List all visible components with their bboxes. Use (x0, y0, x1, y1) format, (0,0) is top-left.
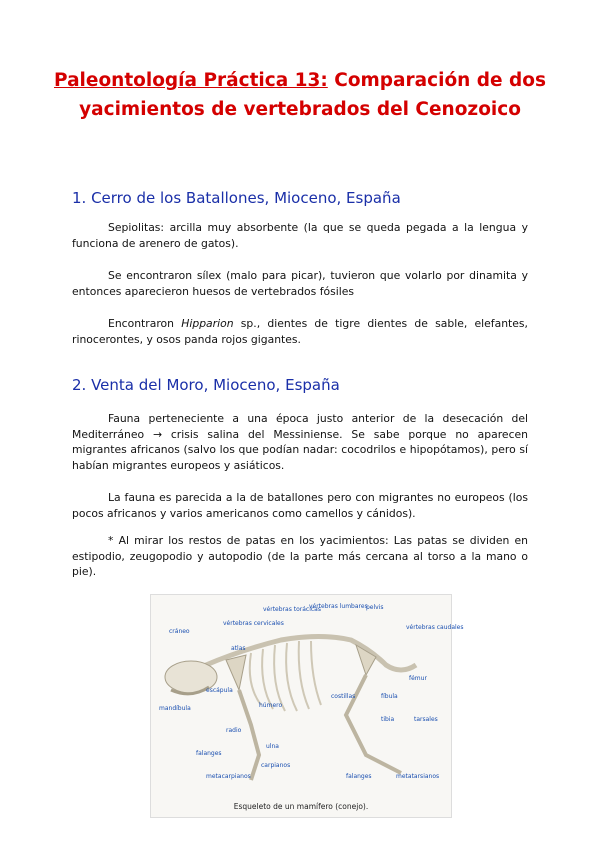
hind-leg-shape (346, 675, 401, 773)
label-vert-cervicales: vértebras cervicales (223, 620, 284, 627)
skeleton-illustration (151, 595, 464, 817)
label-radio: radio (226, 727, 242, 734)
paragraph-migrantes: La fauna es parecida a la de batallones pero con migrantes no europeos (los pocos africanos y varios americanos como camellos y cánidos). (72, 491, 528, 520)
label-craneo: cráneo (169, 628, 190, 635)
p3-before: Encontraron (108, 317, 182, 330)
label-metacarpianos: metacarpianos (206, 773, 251, 780)
label-ulna: ulna (266, 743, 279, 750)
label-vert-lumbares: vértebras lumbares (309, 603, 368, 610)
hipparion-genus: Hipparion (181, 317, 234, 330)
scapula-shape (226, 655, 246, 690)
label-femur: fémur (409, 675, 427, 682)
section-heading-venta: 2. Venta del Moro, Mioceno, España (72, 376, 340, 394)
rabbit-skeleton-figure (150, 594, 464, 818)
label-tibia: tibia (381, 716, 395, 723)
section-heading-cerro: 1. Cerro de los Batallones, Mioceno, España (72, 189, 401, 207)
label-metatarsianos: metatarsianos (396, 773, 440, 780)
label-falanges-hind: falanges (346, 773, 372, 780)
label-carpianos: carpianos (261, 762, 291, 769)
label-vert-toracicas: vértebras torácicas (263, 606, 321, 613)
ribs-shape (250, 641, 321, 711)
label-tarsales: tarsales (414, 716, 438, 723)
label-falanges-front: falanges (196, 750, 222, 757)
paragraph-messiniense: Fauna perteneciente a una época justo anterior de la desecación del Mediterráneo → crisis salina del Messiniense. Se sabe porque no aparecen migrantes africanos (salvo los que podían nadar: cocodrilos e hipopótamos), pero sí habían migrantes europeos y asiáticos. (72, 412, 528, 472)
paragraph-fauna-batallones (72, 316, 528, 347)
page-title (40, 66, 560, 124)
label-humero: húmero (259, 702, 283, 709)
title-practice-number: Paleontología Práctica 13: (54, 70, 328, 91)
front-leg-shape (239, 690, 259, 780)
paragraph-silex: Se encontraron sílex (malo para picar), tuvieron que volarlo por dinamita y entonces aparecieron huesos de vertebrados fósiles (72, 269, 528, 298)
label-mandibula: mandíbula (159, 705, 191, 712)
label-fibula: fíbula (381, 693, 398, 700)
label-pelvis: pelvis (366, 604, 384, 611)
p3-after: sp., dientes de tigre dientes de sable, elefantes, rinocerontes, y osos panda rojos gigantes. (72, 317, 528, 346)
paragraph-sepiolitas: Sepiolitas: arcilla muy absorbente (la que se queda pegada a la lengua y funciona de arenero de gatos). (72, 221, 528, 250)
label-atlas: atlas (231, 645, 246, 652)
title-subject: Comparación de dos yacimientos de vertebrados del Cenozoico (79, 70, 546, 120)
label-costillas: costillas (331, 693, 356, 700)
paragraph-patas: * Al mirar los restos de patas en los yacimientos: Las patas se dividen en estipodio, zeugopodio y autopodio (de la parte más cercana al torso a la mano o pie). (72, 534, 528, 578)
label-vert-caudales: vértebras caudales (406, 624, 464, 631)
figure-caption: Esqueleto de un mamífero (conejo). (233, 802, 369, 811)
label-escapula: escápula (206, 687, 233, 694)
